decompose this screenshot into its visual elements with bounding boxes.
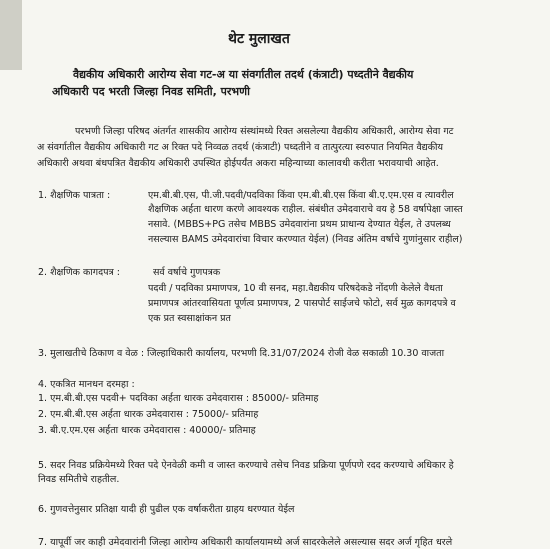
item-1-line-3: नसावे. (MBBS+PG तसेच MBBS उमेदवारांना प्रथम प्राधान्य देण्यात येईल, ते उपलब्ध: [148, 219, 451, 230]
item-5-line-2: निवड समितीचे राहतील.: [38, 474, 120, 485]
subtitle-line-2: अधिकारी पद भरती जिल्हा निवड समिती, परभणी: [52, 85, 250, 98]
subtitle-line-1: वैद्यकीय अधिकारी आरोग्य सेवा गट-अ या संवर्गातील तदर्थ (कंत्राटी) पध्दतीने वैद्यकीय: [73, 68, 414, 81]
item-4-label: 4. एकत्रित मानधन दरमहा :: [38, 379, 135, 390]
item-2-line-1: सर्व वर्षाचे गुणपत्रक: [153, 267, 221, 278]
item-1-line-1: एम.बी.बी.एस, पी.जी.पदवी/पदविका किंवा एम.बी.बी.एस किंवा बी.ए.एम.एस व त्यावरील: [148, 190, 454, 201]
intro-line-2: अ संवर्गातील वैद्यकीय अधिकारी गट अ रिक्त पदे निव्वळ तदर्थ (कंत्राटी) पध्दतीने व तात्पुरत्या स्वरुपात नियमित वैद्यकीय: [37, 142, 443, 153]
item-2-line-3: प्रमाणपत्र आंतरवासियता पूर्णत्व प्रमाणपत्र, 2 पासपोर्ट साईजचे फोटो, सर्व मुळ कागदपत्रे व: [148, 298, 456, 309]
item-2-line-2: पदवी / पदविका प्रमाणपत्र, 10 वी सनद, महा.वैद्यकीय परिषदेकडे नोंदणी केलेले वैधता: [148, 283, 443, 294]
item-5-line-1: 5. सदर निवड प्रक्रियेमध्ये रिक्त पदे ऐनवेळी कमी व जास्त करण्याचे तसेच निवड प्रक्रिया पूर्णपणे रदद करण्याचे अधिकार हे: [38, 460, 454, 471]
intro-line-1: परभणी जिल्हा परिषद अंतर्गत शासकीय आरोग्य संस्थांमध्ये रिक्त असलेल्या वैद्यकीय अधिकारी, आरोग्य सेवा गट: [75, 126, 454, 137]
item-1-line-4: नसल्यास BAMS उमेदवारांचा विचार करण्यात येईल) (निवड अंतिम वर्षाचे गुणांनुसार राहील): [148, 234, 463, 245]
item-2-line-4: एक प्रत स्वसाक्षांकन प्रत: [148, 313, 231, 324]
document-title: थेट मुलाखत: [228, 31, 290, 47]
item-4-line-2: 2. एम.बी.बी.एस अर्हता धारक उमेदवारास : 75000/- प्रतिमाह: [38, 409, 259, 420]
item-3-interview-venue: 3. मुलाखतीचे ठिकाण व वेळ : जिल्हाधिकारी कार्यालय, परभणी दि.31/07/2024 रोजी वेळ सकाळी 10.30 वाजता: [38, 348, 445, 359]
item-4-line-1: 1. एम.बी.बी.एस पदवी+ पदविका अर्हता धारक उमेदवारास : 85000/- प्रतिमाह: [38, 393, 319, 404]
item-7: 7. यापूर्वी जर काही उमेदवारांनी जिल्हा आरोग्य अधिकारी कार्यालयामध्ये अर्ज सादरकेलेले असल्यास सदर अर्ज गृहित धरले: [38, 537, 453, 548]
item-1-line-2: शैक्षणिक अर्हता धारण करणे आवश्यक राहील. संबंधीत उमेदवाराचे वय हे 58 वर्षापेक्षा जास्त: [148, 204, 463, 215]
item-2-label: 2. शैक्षणिक कागदपत्र :: [38, 267, 121, 278]
item-1-label: 1. शैक्षणिक पात्रता :: [38, 190, 111, 201]
item-6: 6. गुणवत्तेनुसार प्रतिक्षा यादी ही पुढील एक वर्षाकरीता ग्राहय धरण्यात येईल: [38, 504, 295, 515]
intro-line-3: अधिकारी अथवा बंधपत्रित वैद्यकीय अधिकारी उपस्थित होईपर्यंत अकरा महिन्याच्या कालावधी करीता भरावयाची आहेत.: [37, 158, 439, 169]
item-4-line-3: 3. बी.ए.एम.एस अर्हता धारक उमेदवारास : 40000/- प्रतिमाह: [38, 425, 256, 436]
